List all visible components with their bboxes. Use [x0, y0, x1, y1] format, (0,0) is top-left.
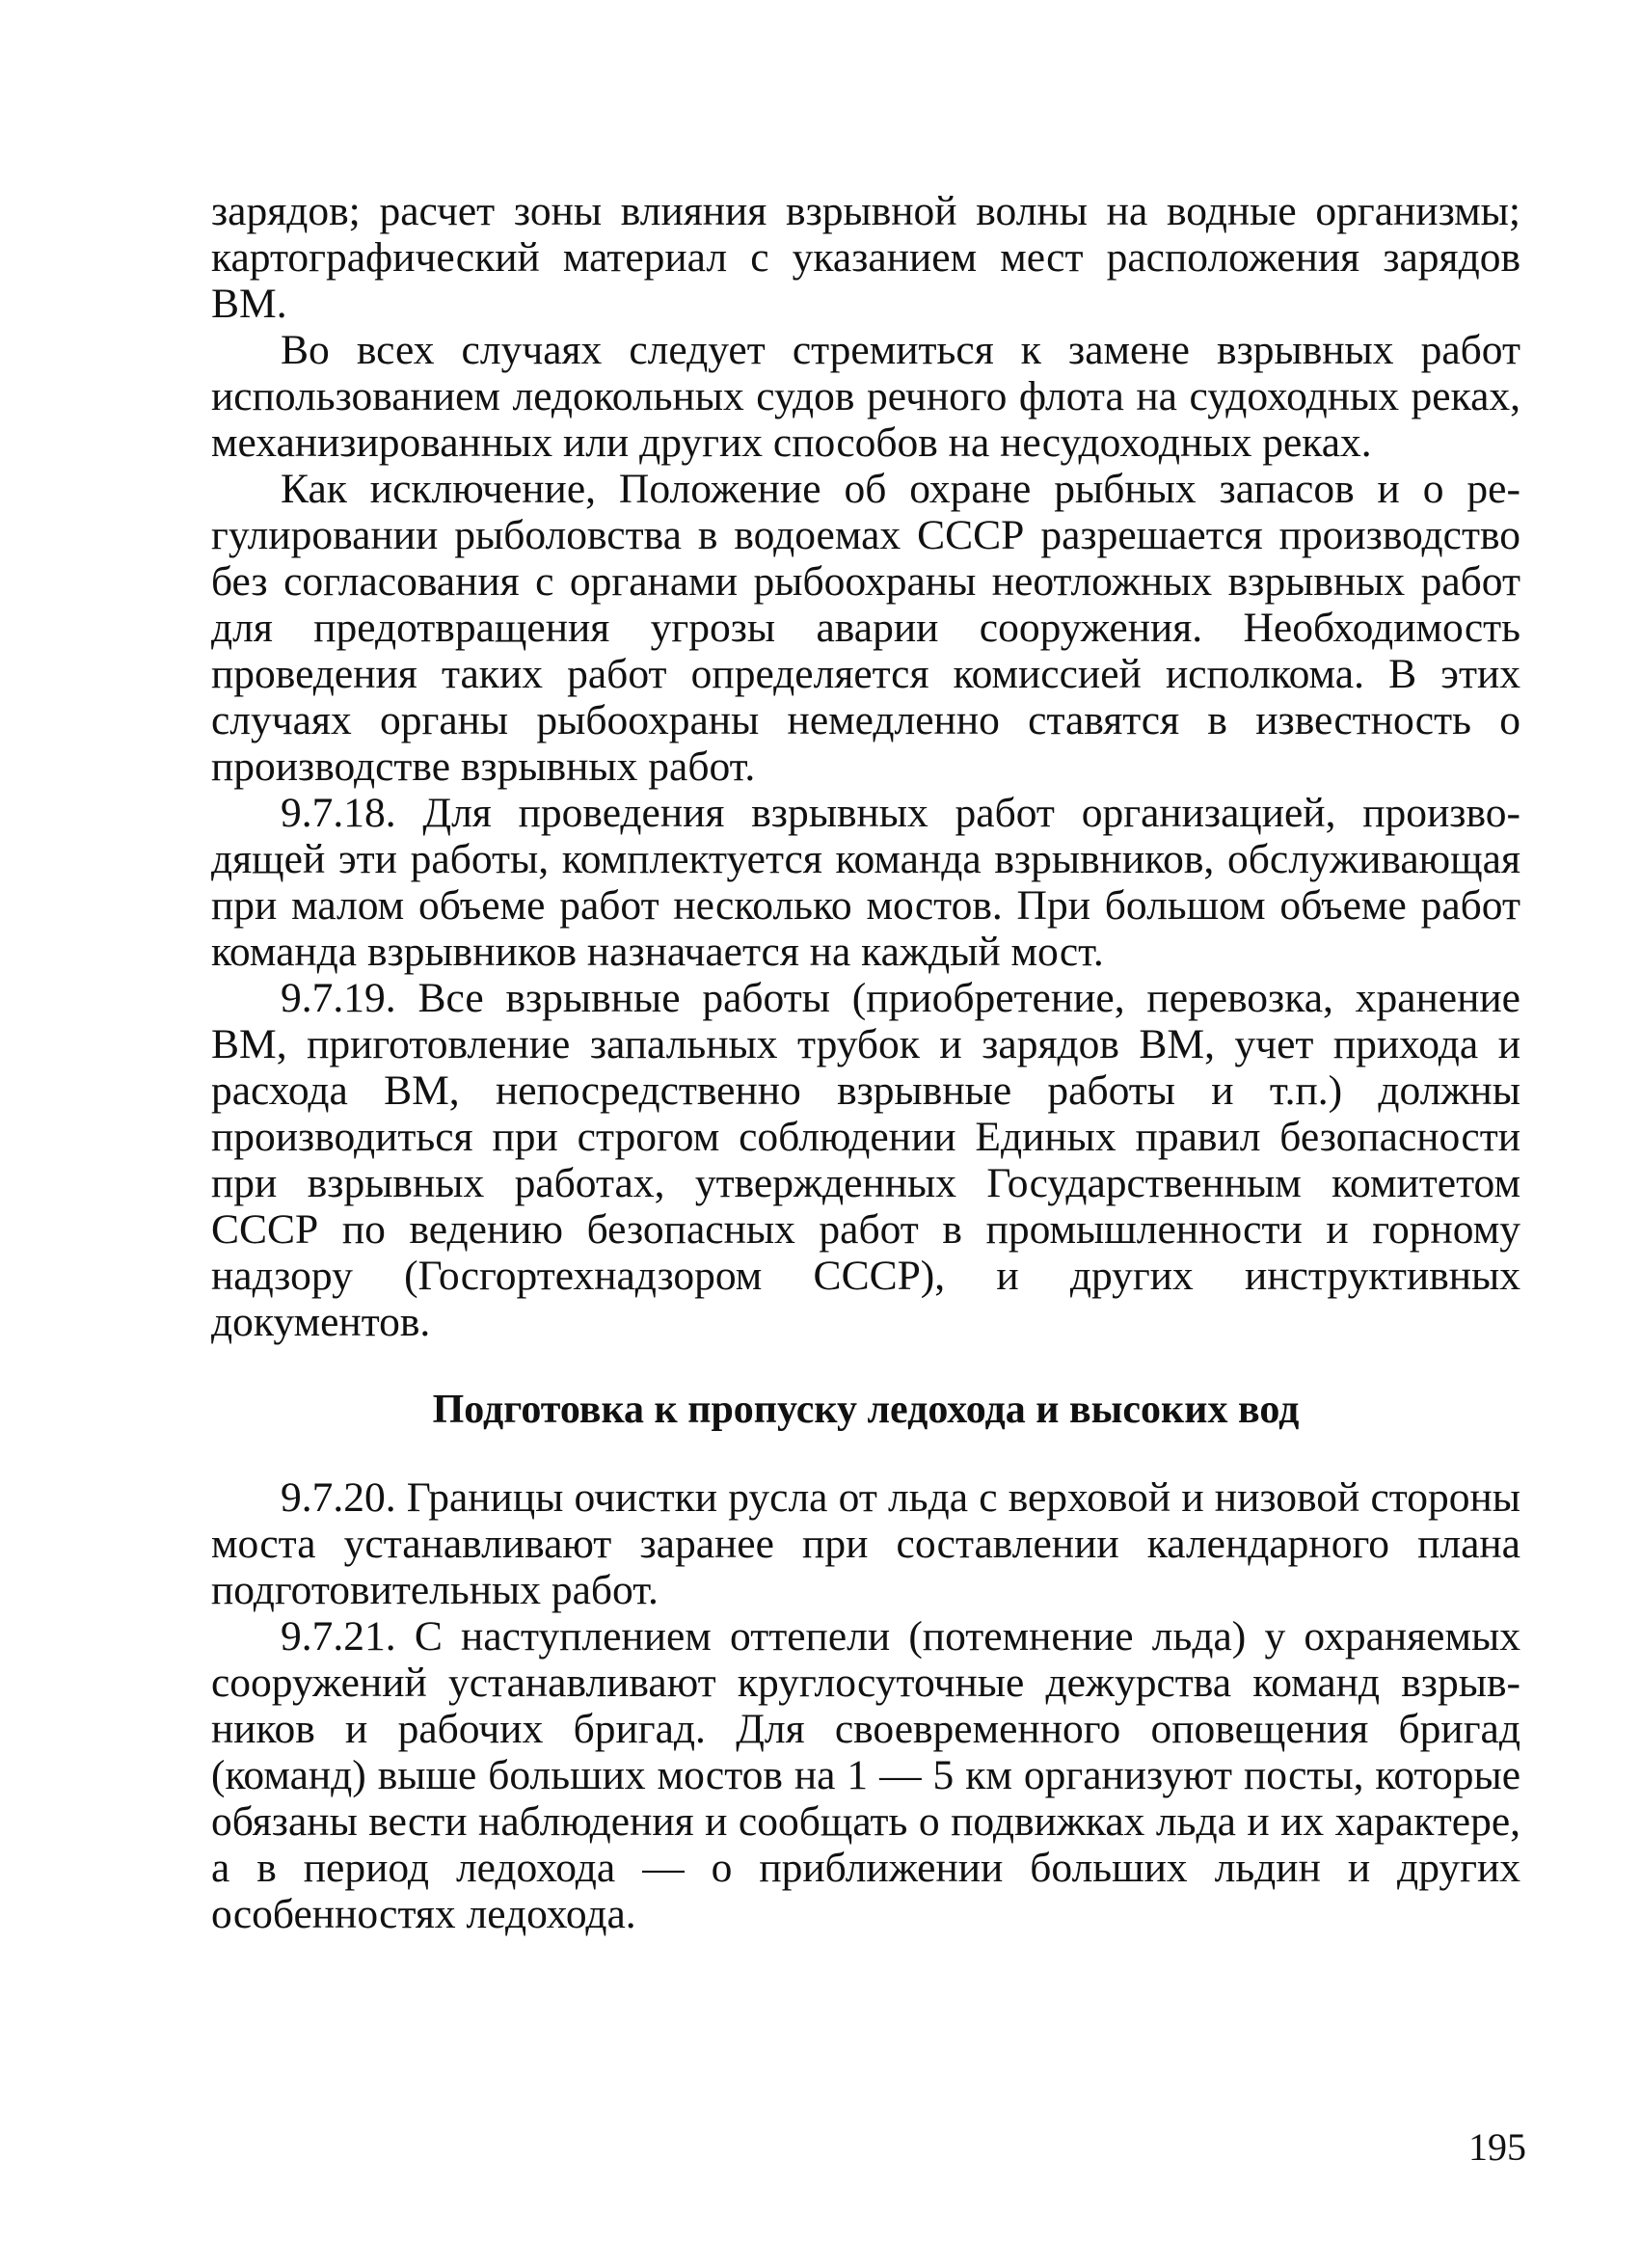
paragraph-9-7-19: 9.7.19. Все взрывные работы (приобретение, перевозка, хранение ВМ, приготовление запальных трубок и зарядов ВМ, учет прихода и расхода ВМ, непосредственно взрывные работы и т.п.) должны производиться при строгом соблюдении Единых правил безопасности при взрывных работах, утвержденных Государственным комитетом СССР по ведению безопасных работ в промышленности и горному надзору (Госгортехнадзором СССР), и других инструктивных документов. — [211, 975, 1520, 1345]
paragraph-exception: Как исключение, Положение об охране рыбных запасов и о регулировании рыболовства в водоемах СССР разрешается производство без согласования с органами рыбоохраны неотложных взрывных работ для предотвращения угрозы аварии сооружения. Необходимость проведения таких работ определяется комиссией исполкома. В этих случаях органы рыбоохраны немедленно ставятся в известность о производстве взрывных работ. — [211, 466, 1520, 790]
page-body — [211, 188, 1520, 1937]
paragraph-9-7-20: 9.7.20. Границы очистки русла от льда с верховой и низовой стороны моста устанавливают заранее при составлении календарного плана подготовительных работ. — [211, 1474, 1520, 1613]
paragraph-9-7-18: 9.7.18. Для проведения взрывных работ организацией, производящей эти работы, комплектуется команда взрывников, обслуживающая при малом объеме работ несколько мостов. При большом объеме работ команда взрывников назначается на каждый мост. — [211, 790, 1520, 975]
page-number: 195 — [1468, 2125, 1526, 2169]
section-heading: Подготовка к пропуску ледохода и высоких вод — [432, 1388, 1300, 1432]
paragraph-9-7-21: 9.7.21. С наступлением оттепели (потемнение льда) у охраняемых сооружений устанавливают круглосуточные дежурства команд взрывников и рабочих бригад. Для своевременного оповещения бригад (команд) выше больших мостов на 1 — 5 км организуют посты, которые обязаны вести наблюдения и сообщать о подвижках льда и их характере, а в период ледохода — о приближении больших льдин и других особенностях ледохода. — [211, 1613, 1520, 1937]
paragraph-continuation: зарядов; расчет зоны влияния взрывной волны на водные организмы; картографический материал с указанием мест расположения зарядов ВМ. — [211, 188, 1520, 327]
paragraph-blasting-replacement: Во всех случаях следует стремиться к замене взрывных работ использованием ледокольных судов речного флота на судоходных реках, механизированных или других способов на несудоходных реках. — [211, 327, 1520, 466]
